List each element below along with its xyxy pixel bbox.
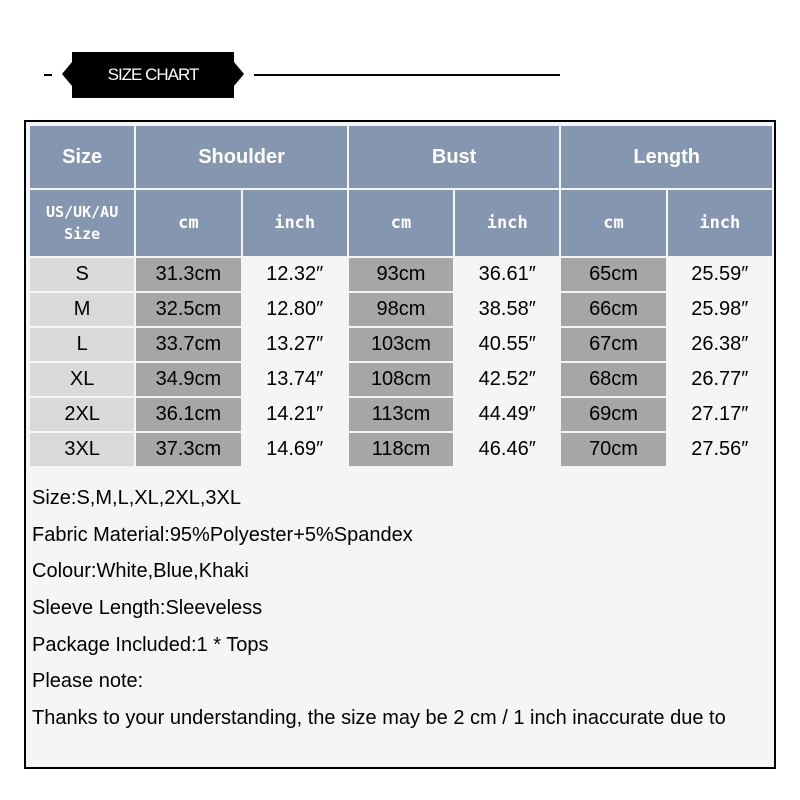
length-inch-cell: 25.98″	[668, 293, 772, 326]
ribbon-left-notch	[62, 62, 72, 86]
table-row	[30, 363, 772, 396]
size-cell: M	[30, 293, 134, 326]
bust-inch-cell: 36.61″	[455, 258, 559, 291]
length-inch-cell: 25.59″	[668, 258, 772, 291]
size-table	[28, 124, 774, 468]
bust-cm-cell: 118cm	[349, 433, 453, 466]
shoulder-inch-cell: 14.21″	[243, 398, 347, 431]
unit-length-inch: inch	[668, 190, 772, 256]
col-header-bust: Bust	[349, 126, 560, 188]
note-colour: Colour:White,Blue,Khaki	[32, 560, 249, 583]
length-cm-cell: 67cm	[561, 328, 665, 361]
bust-cm-cell: 103cm	[349, 328, 453, 361]
bust-cm-cell: 98cm	[349, 293, 453, 326]
table-row	[30, 258, 772, 291]
table-row	[30, 398, 772, 431]
length-cm-cell: 70cm	[561, 433, 665, 466]
unit-bust-inch: inch	[455, 190, 559, 256]
length-cm-cell: 68cm	[561, 363, 665, 396]
size-chart-header	[40, 52, 570, 100]
shoulder-cm-cell: 33.7cm	[136, 328, 240, 361]
size-cell: S	[30, 258, 134, 291]
bust-inch-cell: 46.46″	[455, 433, 559, 466]
shoulder-cm-cell: 37.3cm	[136, 433, 240, 466]
size-label-region: US/UK/AU	[46, 203, 119, 221]
bust-inch-cell: 40.55″	[455, 328, 559, 361]
bust-inch-cell: 44.49″	[455, 398, 559, 431]
unit-length-cm: cm	[561, 190, 665, 256]
note-fabric: Fabric Material:95%Polyester+5%Spandex	[32, 523, 413, 546]
bust-cm-cell: 93cm	[349, 258, 453, 291]
note-please-note: Please note:	[32, 670, 144, 693]
length-cm-cell: 69cm	[561, 398, 665, 431]
size-cell: XL	[30, 363, 134, 396]
size-chart-title: SIZE CHART	[72, 52, 234, 98]
shoulder-cm-cell: 31.3cm	[136, 258, 240, 291]
table-row	[30, 433, 772, 466]
note-disclaimer: Thanks to your understanding, the size may be 2 cm / 1 inch inaccurate due to	[32, 707, 726, 730]
note-sleeve: Sleeve Length:Sleeveless	[32, 597, 263, 620]
length-inch-cell: 26.77″	[668, 363, 772, 396]
shoulder-cm-cell: 32.5cm	[136, 293, 240, 326]
bust-cm-cell: 108cm	[349, 363, 453, 396]
length-inch-cell: 27.56″	[668, 433, 772, 466]
col-header-size: Size	[30, 126, 134, 188]
unit-bust-cm: cm	[349, 190, 453, 256]
table-header-row	[30, 126, 772, 188]
shoulder-inch-cell: 13.74″	[243, 363, 347, 396]
note-sizes: Size:S,M,L,XL,2XL,3XL	[32, 487, 242, 509]
length-cm-cell: 65cm	[561, 258, 665, 291]
table-row	[30, 293, 772, 326]
table-subheader-row	[30, 190, 772, 256]
size-cell: L	[30, 328, 134, 361]
size-cell: 2XL	[30, 398, 134, 431]
col-header-shoulder: Shoulder	[136, 126, 347, 188]
bust-cm-cell: 113cm	[349, 398, 453, 431]
bust-inch-cell: 38.58″	[455, 293, 559, 326]
size-chart-panel	[24, 120, 776, 769]
col-header-length: Length	[561, 126, 772, 188]
size-cell: 3XL	[30, 433, 134, 466]
shoulder-cm-cell: 36.1cm	[136, 398, 240, 431]
shoulder-cm-cell: 34.9cm	[136, 363, 240, 396]
note-package: Package Included:1 * Tops	[32, 633, 269, 656]
shoulder-inch-cell: 12.80″	[243, 293, 347, 326]
unit-shoulder-inch: inch	[243, 190, 347, 256]
length-inch-cell: 27.17″	[668, 398, 772, 431]
bust-inch-cell: 42.52″	[455, 363, 559, 396]
table-row	[30, 328, 772, 361]
col-subheader-size	[30, 190, 134, 256]
length-inch-cell: 26.38″	[668, 328, 772, 361]
header-dash	[44, 74, 52, 76]
header-rule	[254, 74, 560, 76]
shoulder-inch-cell: 13.27″	[243, 328, 347, 361]
length-cm-cell: 66cm	[561, 293, 665, 326]
unit-shoulder-cm: cm	[136, 190, 240, 256]
shoulder-inch-cell: 14.69″	[243, 433, 347, 466]
shoulder-inch-cell: 12.32″	[243, 258, 347, 291]
size-label-word: Size	[64, 225, 101, 243]
ribbon-right-notch	[234, 62, 244, 86]
product-notes	[32, 480, 762, 737]
